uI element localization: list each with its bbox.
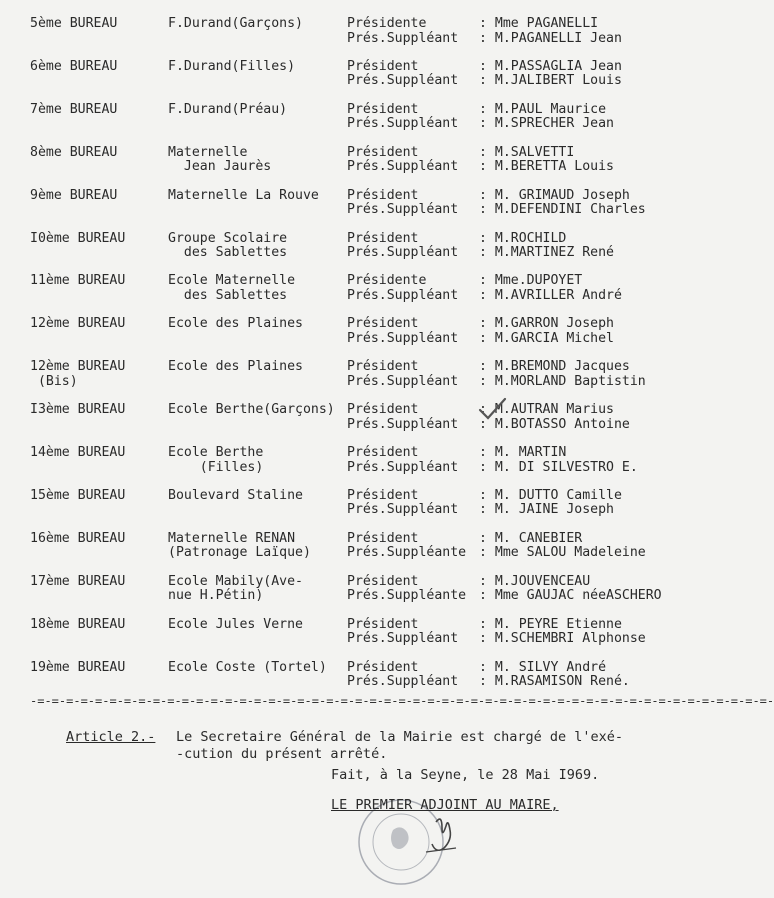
polling-location-cell [168,317,303,332]
polling-location-cell [168,17,303,32]
bureau-number-cell [30,489,125,504]
person-name: : Mme PAGANELLI [479,16,599,31]
role-label-cell [347,446,458,475]
bureau-number: 12ème BUREAU [30,359,126,375]
polling-location-cell [168,360,303,375]
person-name: : M. GRIMAUD Joseph [479,187,630,203]
person-name-cell [479,60,622,89]
bureau-number: 14ème BUREAU [30,445,126,460]
bureau-number: 9ème BUREAU [30,187,118,203]
person-name: : M.BOTASSO Antoine [479,416,630,432]
person-name: : M.JOUVENCEAU [479,573,591,589]
person-name: : Mme SALOU Madeleine [479,545,646,561]
bureau-row [0,446,700,486]
signatory-title: LE PREMIER ADJOINT AU MAIRE, [331,797,559,813]
person-name: : M.AVRILLER André [479,287,622,303]
polling-location-cell [168,189,319,204]
role-label: Président [347,573,419,589]
polling-location: F.Durand(Filles) [168,58,296,74]
person-name: : M.GARRON Joseph [479,316,614,332]
bureau-number-cell [30,103,117,118]
bureau-row [0,146,700,186]
role-label: Prés.Suppléant [347,116,459,132]
polling-location-cell [168,446,263,475]
role-label-cell [347,274,458,303]
article-text-line-2: -cution du présent arrêté. [176,746,388,762]
person-name: : M.SCHEMBRI Alphonse [479,631,646,647]
bureau-number: 7ème BUREAU [30,101,118,117]
bureau-row [0,575,700,615]
role-label: Président [347,530,419,546]
role-label: Président [347,316,419,332]
role-label-cell [347,103,458,132]
role-label: Président [347,144,419,160]
role-label-cell [347,403,458,432]
bureau-number: (Bis) [30,373,78,389]
bureau-row [0,17,700,57]
bureau-number: 18ème BUREAU [30,616,126,632]
polling-location-cell [168,146,271,175]
role-label: Président [347,187,419,203]
person-name: : M.AUTRAN Marius [479,402,614,418]
polling-location: Ecole Mabily(Ave- [168,573,303,589]
bureau-row [0,189,700,229]
role-label: Prés.Suppléant [347,159,459,175]
role-label: Prés.Suppléante [347,545,467,561]
bureau-row [0,103,700,143]
role-label: Président [347,616,419,632]
bureau-number-cell [30,446,125,461]
role-label: Président [347,230,419,246]
person-name: : Mme.DUPOYET [479,273,583,289]
role-label: Présidente [347,273,427,289]
bureau-number: 15ème BUREAU [30,487,126,503]
polling-location: Ecole Maternelle [168,273,296,289]
bureau-number-cell [30,360,125,389]
polling-location-cell [168,661,327,676]
polling-location: (Patronage Laïque) [168,545,311,561]
person-name: : M. DUTTO Camille [479,487,622,503]
person-name: : M.MORLAND Baptistin [479,373,646,389]
polling-location: Ecole des Plaines [168,316,303,332]
person-name: : M.BREMOND Jacques [479,359,630,375]
polling-location: des Sablettes [168,245,288,260]
person-name-cell [479,575,662,604]
bureau-number-cell [30,60,117,75]
person-name: : M.SPRECHER Jean [479,116,614,132]
polling-location: Jean Jaurès [168,159,272,175]
bureau-number-cell [30,317,125,332]
polling-location-cell [168,60,295,75]
polling-location: Ecole Berthe(Garçons) [168,402,335,418]
role-label: Prés.Suppléant [347,459,459,475]
bureau-number: 12ème BUREAU [30,316,126,332]
person-name-cell [479,489,622,518]
role-label: Président [347,445,419,460]
role-label-cell [347,489,458,518]
polling-location-cell [168,575,303,604]
bureau-row [0,618,700,658]
article-label: Article 2.- [66,729,156,745]
bureau-row [0,532,700,572]
bureau-row [0,232,700,272]
person-name: : M.MARTINEZ René [479,245,614,260]
role-label: Présidente [347,16,427,31]
bureau-number-cell [30,274,125,289]
role-label: Prés.Suppléante [347,588,467,604]
role-label: Prés.Suppléant [347,502,459,518]
bureau-row [0,317,700,357]
role-label: Prés.Suppléant [347,30,459,46]
polling-location: Groupe Scolaire [168,230,288,246]
person-name: : M.PAUL Maurice [479,101,607,117]
bureau-number-cell [30,146,117,161]
role-label: Prés.Suppléant [347,202,459,218]
person-name: : M.SALVETTI [479,144,575,160]
person-name-cell [479,661,630,690]
person-name-cell [479,446,638,475]
polling-location: (Filles) [168,459,264,475]
role-label: Président [347,58,419,74]
person-name: : M. DI SILVESTRO E. [479,459,638,475]
polling-location: Maternelle RENAN [168,530,296,546]
role-label-cell [347,661,458,690]
bureau-row [0,60,700,100]
person-name: : M.RASAMISON René. [479,674,630,689]
bureau-number-cell [30,403,125,418]
bureau-row [0,489,700,529]
person-name-cell [479,17,622,46]
person-name: : M.ROCHILD [479,230,567,246]
bureau-number-cell [30,17,117,32]
role-label-cell [347,317,458,346]
polling-location: Ecole des Plaines [168,359,303,375]
role-label-cell [347,232,458,261]
person-name: : M.JALIBERT Louis [479,73,622,89]
person-name: : M. CANEBIER [479,530,583,546]
role-label: Prés.Suppléant [347,631,459,647]
bureau-row [0,274,700,314]
check-mark [476,396,508,422]
date-place-line: Fait, à la Seyne, le 28 Mai I969. [331,767,600,783]
bureau-row [0,360,700,400]
person-name: : M.PASSAGLIA Jean [479,58,622,74]
person-name-cell [479,189,646,218]
role-label: Prés.Suppléant [347,674,459,689]
role-label-cell [347,17,458,46]
role-label-cell [347,189,458,218]
person-name-cell [479,360,646,389]
polling-location: Ecole Coste (Tortel) [168,659,327,675]
person-name: : M. JAINE Joseph [479,502,614,518]
role-label: Prés.Suppléant [347,73,459,89]
person-name-cell [479,103,614,132]
role-label: Président [347,359,419,375]
polling-location: Boulevard Staline [168,487,303,503]
person-name-cell [479,317,614,346]
role-label-cell [347,575,466,604]
bureau-number: 11ème BUREAU [30,273,126,289]
person-name: : Mme GAUJAC néeASCHERO [479,588,662,604]
person-name-cell [479,146,614,175]
polling-location: Ecole Jules Verne [168,616,303,632]
person-name: : M.BERETTA Louis [479,159,614,175]
bureau-number-cell [30,618,125,633]
role-label: Président [347,101,419,117]
polling-location: F.Durand(Garçons) [168,16,303,31]
person-name: : M.GARCIA Michel [479,330,614,346]
bureau-number: I3ème BUREAU [30,402,126,418]
bureau-number: I0ème BUREAU [30,230,126,246]
bureau-number: 8ème BUREAU [30,144,118,160]
bureau-number: 16ème BUREAU [30,530,126,546]
polling-location-cell [168,103,287,118]
person-name-cell [479,618,646,647]
person-name: : M. PEYRE Etienne [479,616,622,632]
role-label: Prés.Suppléant [347,287,459,303]
role-label: Prés.Suppléant [347,416,459,432]
polling-location: Maternelle [168,144,248,160]
polling-location: F.Durand(Préau) [168,101,288,117]
polling-location: Maternelle La Rouve [168,187,319,203]
polling-location-cell [168,489,303,504]
polling-location-cell [168,274,295,303]
bureau-number-cell [30,189,117,204]
person-name-cell [479,232,614,261]
role-label-cell [347,618,458,647]
role-label: Prés.Suppléant [347,373,459,389]
bureau-number-cell [30,575,125,590]
bureau-row [0,403,700,443]
person-name-cell [479,532,646,561]
role-label: Président [347,659,419,675]
polling-location-cell [168,618,303,633]
polling-location-cell [168,532,311,561]
role-label: Prés.Suppléant [347,330,459,346]
polling-location: Ecole Berthe [168,445,264,460]
person-name: : M. SILVY André [479,659,607,675]
bureau-number-cell [30,532,125,547]
role-label: Prés.Suppléant [347,245,459,260]
role-label-cell [347,532,466,561]
separator-line: -=-=-=-=-=-=-=-=-=-=-=-=-=-=-=-=-=-=-=-=-=-=-=-=-=-=-=-=-=-=-=-=-=-=-=-=-=-=-=-=-=-=-=-=-=-=-=-=-=-=-=- [30,694,774,708]
bureau-number-cell [30,661,125,676]
bureau-number: 17ème BUREAU [30,573,126,589]
bureau-number: 6ème BUREAU [30,58,118,74]
role-label-cell [347,60,458,89]
person-name: : M.DEFENDINI Charles [479,202,646,218]
person-name: : M.PAGANELLI Jean [479,30,622,46]
bureau-number: 5ème BUREAU [30,16,118,31]
bureau-number-cell [30,232,125,247]
person-name-cell [479,274,622,303]
article-text-line-1: Le Secretaire Général de la Mairie est chargé de l'exé- [176,729,624,745]
bureau-number: 19ème BUREAU [30,659,126,675]
role-label-cell [347,360,458,389]
role-label: Président [347,487,419,503]
polling-location: des Sablettes [168,287,288,303]
polling-location: nue H.Pétin) [168,588,264,604]
polling-location-cell [168,403,335,418]
person-name: : M. MARTIN [479,445,567,460]
role-label-cell [347,146,458,175]
role-label: Président [347,402,419,418]
polling-location-cell [168,232,287,261]
